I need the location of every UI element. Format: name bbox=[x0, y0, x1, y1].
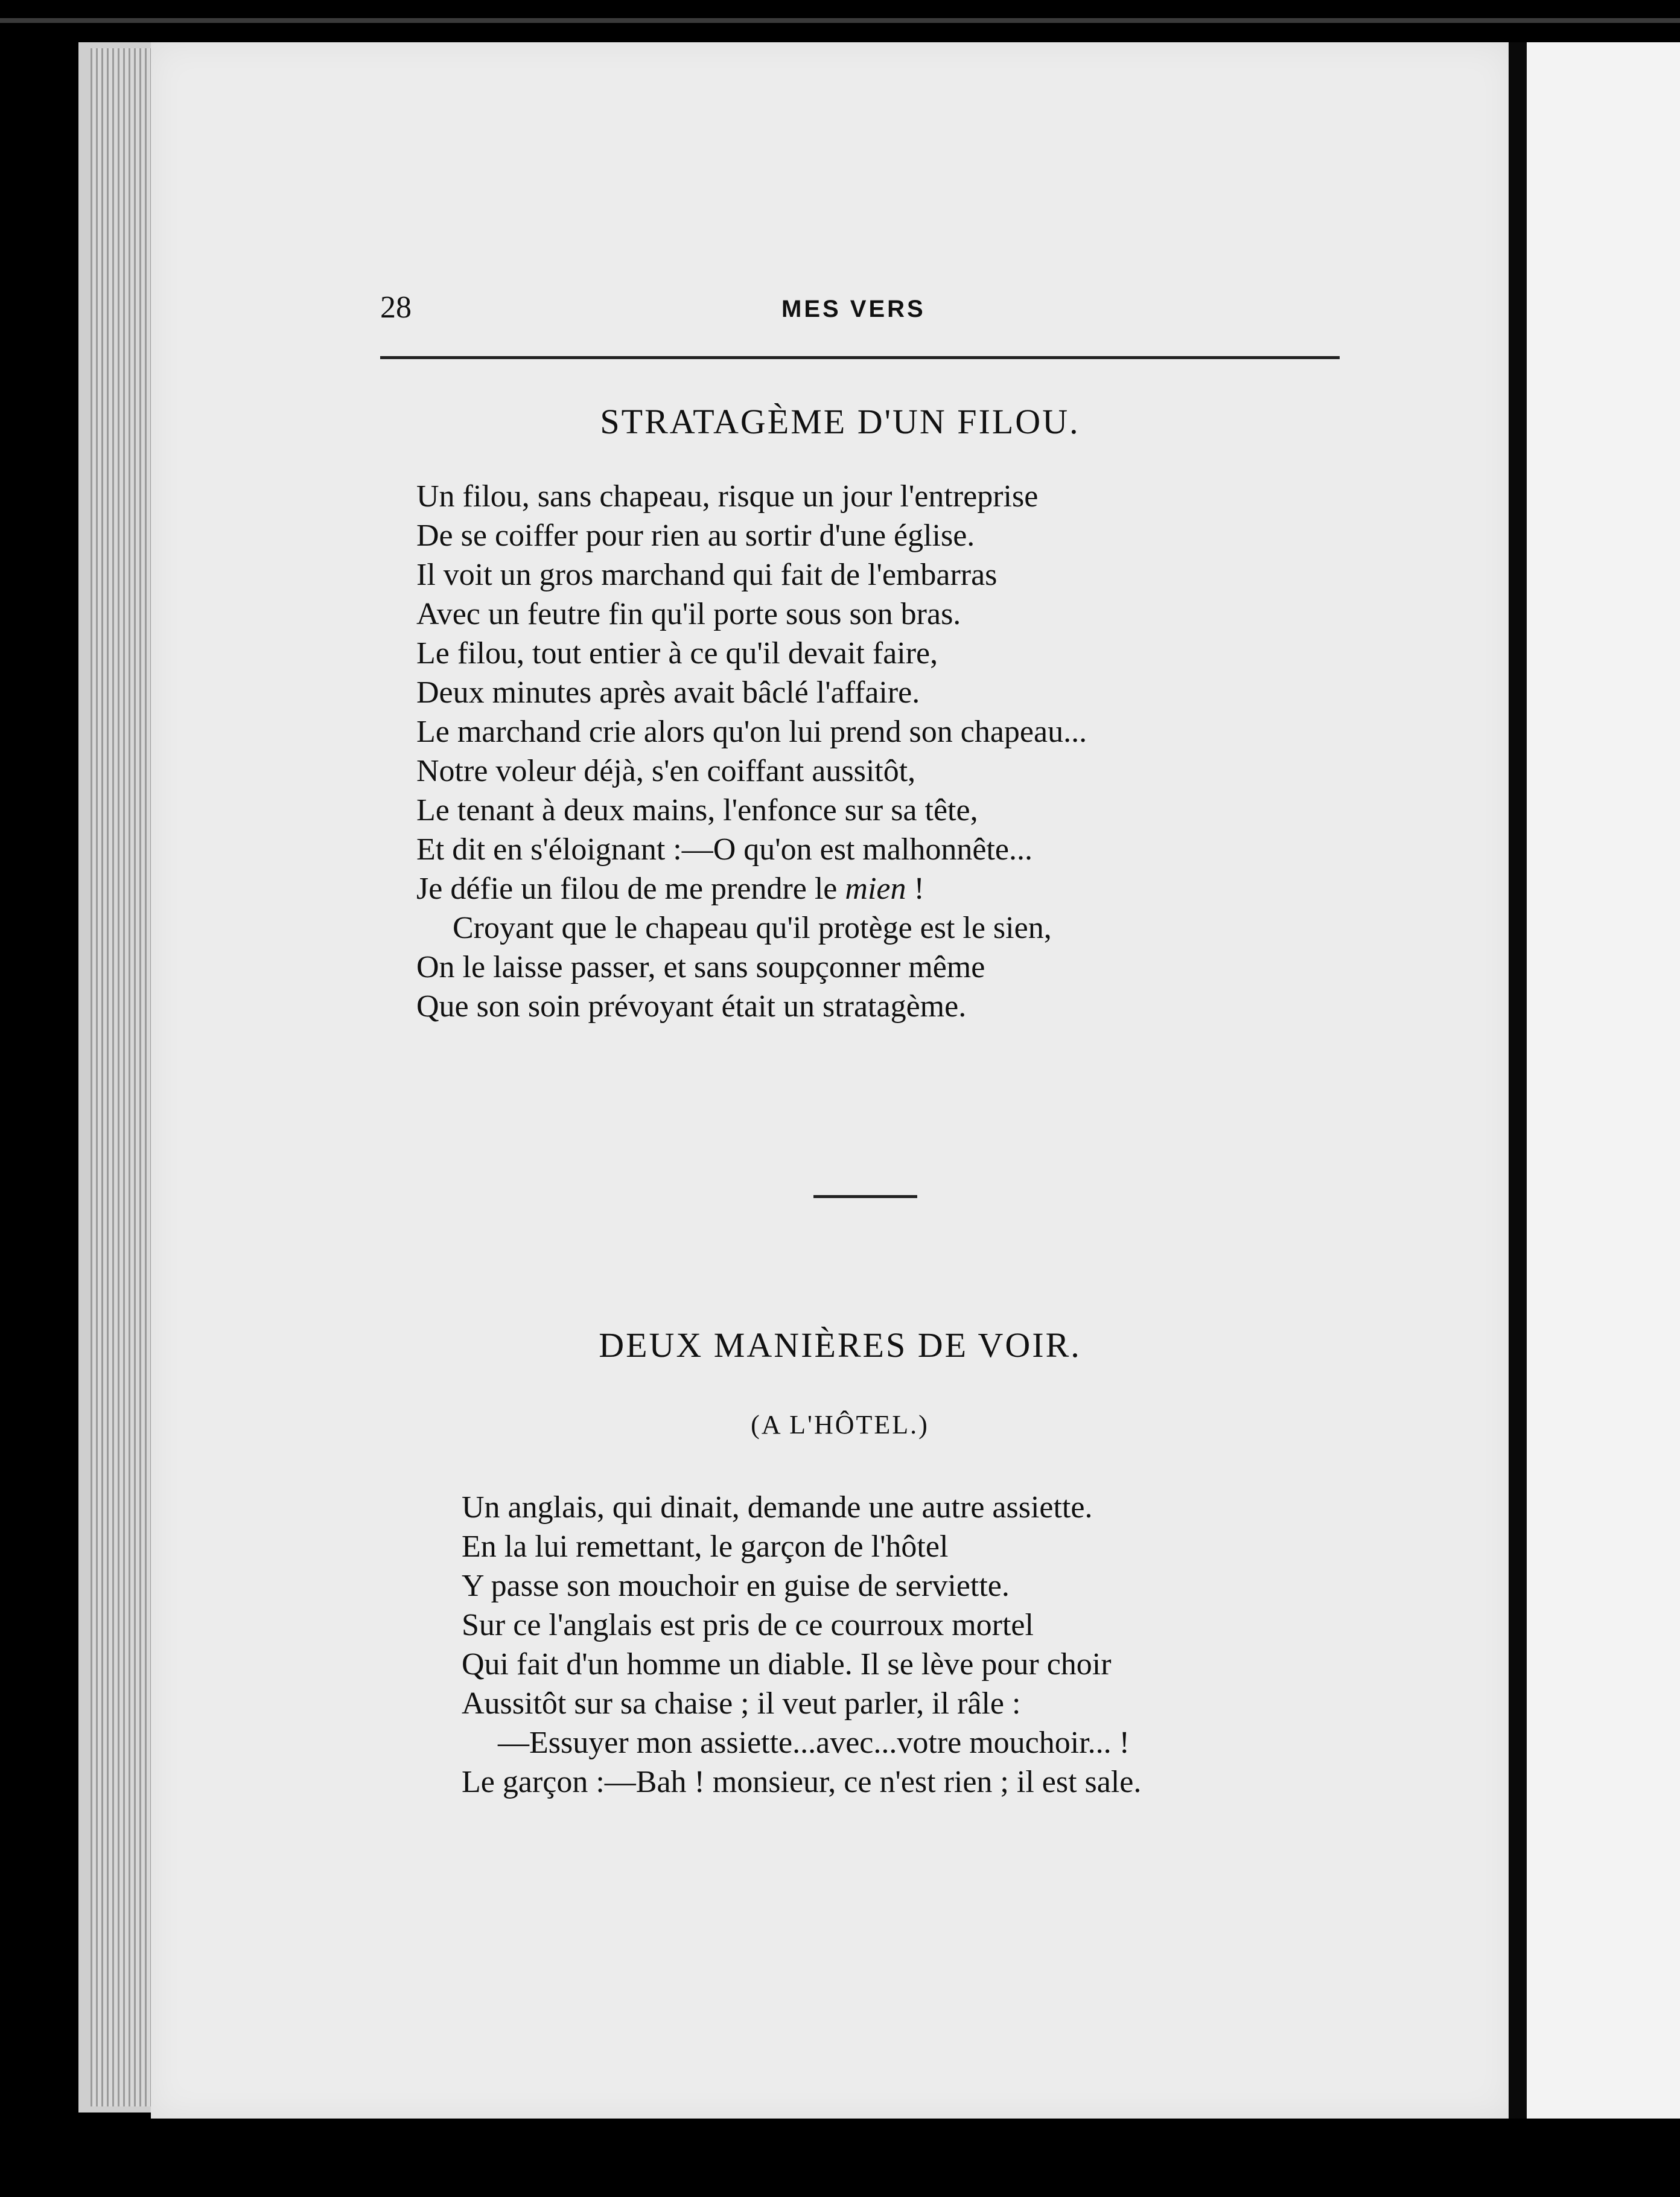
poem-line: Que son soin prévoyant était un stratagème. bbox=[416, 989, 967, 1024]
book-page bbox=[151, 42, 1512, 2119]
poem-line: On le laisse passer, et sans soupçonner même bbox=[416, 950, 985, 984]
poem-line: —Essuyer mon assiette...avec...votre mouchoir... ! bbox=[498, 1726, 1130, 1760]
poem-line: Sur ce l'anglais est pris de ce courroux mortel bbox=[462, 1608, 1034, 1642]
poem-line: Je défie un filou de me prendre le mien ! bbox=[416, 872, 924, 906]
poem-line: Il voit un gros marchand qui fait de l'embarras bbox=[416, 558, 998, 592]
poem-line: Notre voleur déjà, s'en coiffant aussitôt, bbox=[416, 754, 916, 788]
poem-line: Aussitôt sur sa chaise ; il veut parler, il râle : bbox=[462, 1686, 1021, 1721]
header-rule bbox=[380, 356, 1340, 359]
poem-line: De se coiffer pour rien au sortir d'une église. bbox=[416, 518, 975, 553]
section-divider bbox=[813, 1195, 917, 1198]
poem-line: En la lui remettant, le garçon de l'hôtel bbox=[462, 1529, 949, 1564]
poem-line: Le tenant à deux mains, l'enfonce sur sa tête, bbox=[416, 793, 978, 827]
running-title: MES VERS bbox=[781, 296, 926, 322]
poem-subtitle: (A L'HÔTEL.) bbox=[751, 1410, 929, 1440]
poem-line: Deux minutes après avait bâclé l'affaire. bbox=[416, 675, 920, 710]
poem-line: Avec un feutre fin qu'il porte sous son bras. bbox=[416, 597, 961, 631]
poem-line: Le marchand crie alors qu'on lui prend son chapeau... bbox=[416, 715, 1087, 749]
poem-body bbox=[416, 477, 1087, 1026]
page-edges bbox=[91, 48, 157, 2106]
poem-title: STRATAGÈME D'UN FILOU. bbox=[600, 402, 1080, 441]
poem-body bbox=[462, 1488, 1141, 1802]
poem-line: Un anglais, qui dinait, demande une autre assiette. bbox=[462, 1490, 1093, 1525]
poem-line: Le filou, tout entier à ce qu'il devait faire, bbox=[416, 636, 938, 671]
poem-line: Y passe son mouchoir en guise de serviette. bbox=[462, 1569, 1010, 1603]
book-gutter bbox=[1509, 42, 1527, 2119]
poem-line: Un filou, sans chapeau, risque un jour l'entreprise bbox=[416, 479, 1039, 514]
poem-line: Qui fait d'un homme un diable. Il se lève pour choir bbox=[462, 1647, 1112, 1682]
scan-top-rule bbox=[0, 18, 1680, 23]
poem-line: Croyant que le chapeau qu'il protège est le sien, bbox=[453, 911, 1052, 945]
page-number: 28 bbox=[380, 290, 412, 325]
facing-page bbox=[1527, 42, 1680, 2119]
poem-title: DEUX MANIÈRES DE VOIR. bbox=[599, 1325, 1081, 1365]
poem-line: Et dit en s'éloignant :—O qu'on est malhonnête... bbox=[416, 832, 1033, 867]
poem-line: Le garçon :—Bah ! monsieur, ce n'est rien ; il est sale. bbox=[462, 1765, 1142, 1799]
